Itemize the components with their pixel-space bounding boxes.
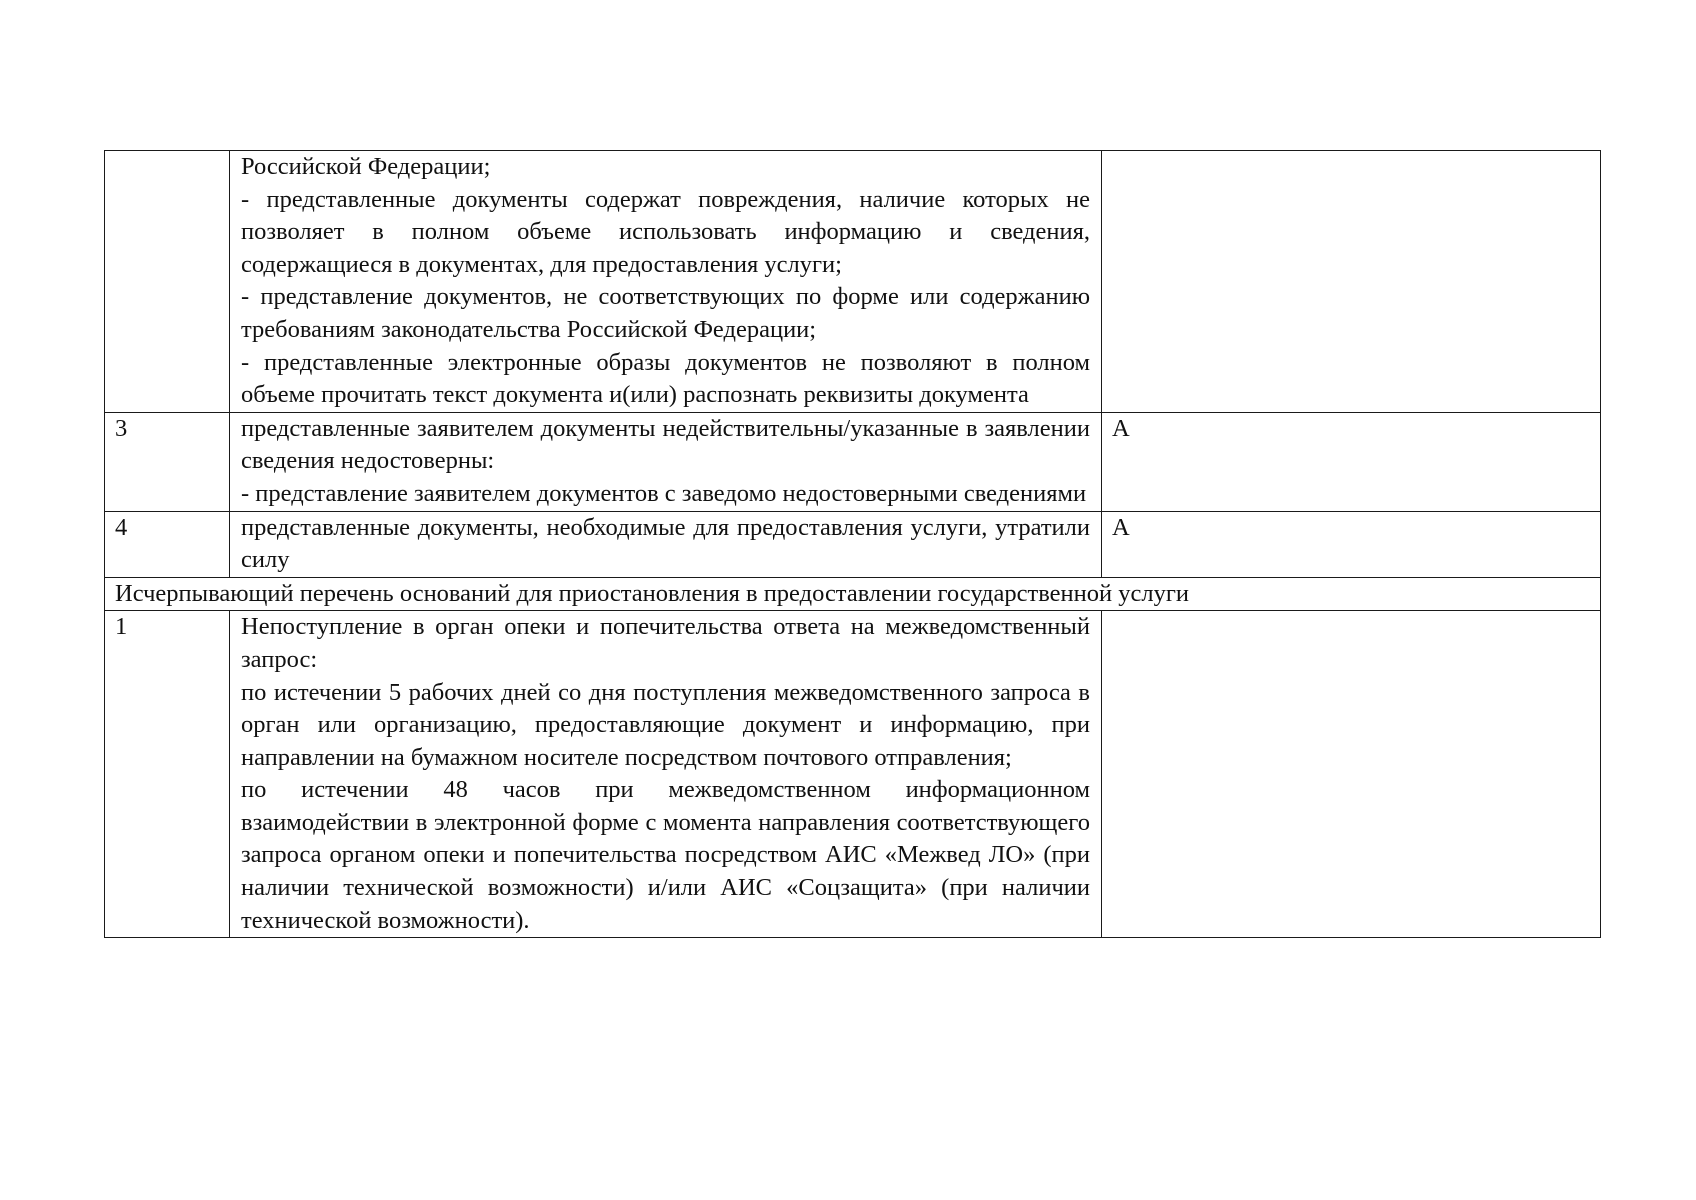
paragraph: - представление заявителем документов с заведомо недостоверными сведениями	[241, 479, 1087, 507]
grounds-table	[104, 150, 1601, 938]
paragraph: - представленные электронные образы документов не позволяют в полном объеме прочитать текст документа и(или) распознать реквизиты документа	[241, 348, 1090, 409]
table-row	[105, 151, 1601, 413]
table-row	[105, 611, 1601, 938]
paragraph: Российской Федерации;	[241, 153, 491, 180]
section-header: Исчерпывающий перечень оснований для приостановления в предоставлении государственной услуги	[105, 577, 1601, 611]
row-note: А	[1102, 511, 1601, 577]
row-number	[105, 151, 230, 413]
row-text	[230, 412, 1102, 511]
paragraph: Непоступление в орган опеки и попечительства ответа на межведомственный запрос:	[241, 613, 1090, 673]
section-header-row	[105, 577, 1601, 611]
table-row	[105, 412, 1601, 511]
paragraph: - представление документов, не соответствующих по форме или содержанию требованиям законодательства Российской Федерации;	[241, 283, 1090, 343]
paragraph: представленные документы, необходимые для предоставления услуги, утратили силу	[241, 513, 1090, 574]
row-number: 4	[105, 511, 230, 577]
table-row	[105, 511, 1601, 577]
paragraph: по истечении 48 часов при межведомственном информационном взаимодействии в электронной форме с момента направления соответствующего запроса органом опеки и попечительства посредством АИС «Межвед ЛО» (при наличии технической возможности) и/или АИС «Соцзащита» (при наличии технической возможности).	[241, 776, 1090, 934]
row-number: 1	[105, 611, 230, 938]
row-note	[1102, 151, 1601, 413]
row-text	[230, 511, 1102, 577]
row-text	[230, 151, 1102, 413]
row-text	[230, 611, 1102, 938]
paragraph: - представленные документы содержат повреждения, наличие которых не позволяет в полном объеме использовать информацию и сведения, содержащиеся в документах, для предоставления услуги;	[241, 185, 1090, 278]
row-note: А	[1102, 412, 1601, 511]
paragraph: представленные заявителем документы недействительны/указанные в заявлении сведения недостоверны:	[241, 414, 1090, 475]
paragraph: по истечении 5 рабочих дней со дня поступления межведомственного запроса в орган или организацию, предоставляющие документ и информацию, при направлении на бумажном носителе посредством почтового отправления;	[241, 678, 1090, 771]
row-note	[1102, 611, 1601, 938]
row-number: 3	[105, 412, 230, 511]
